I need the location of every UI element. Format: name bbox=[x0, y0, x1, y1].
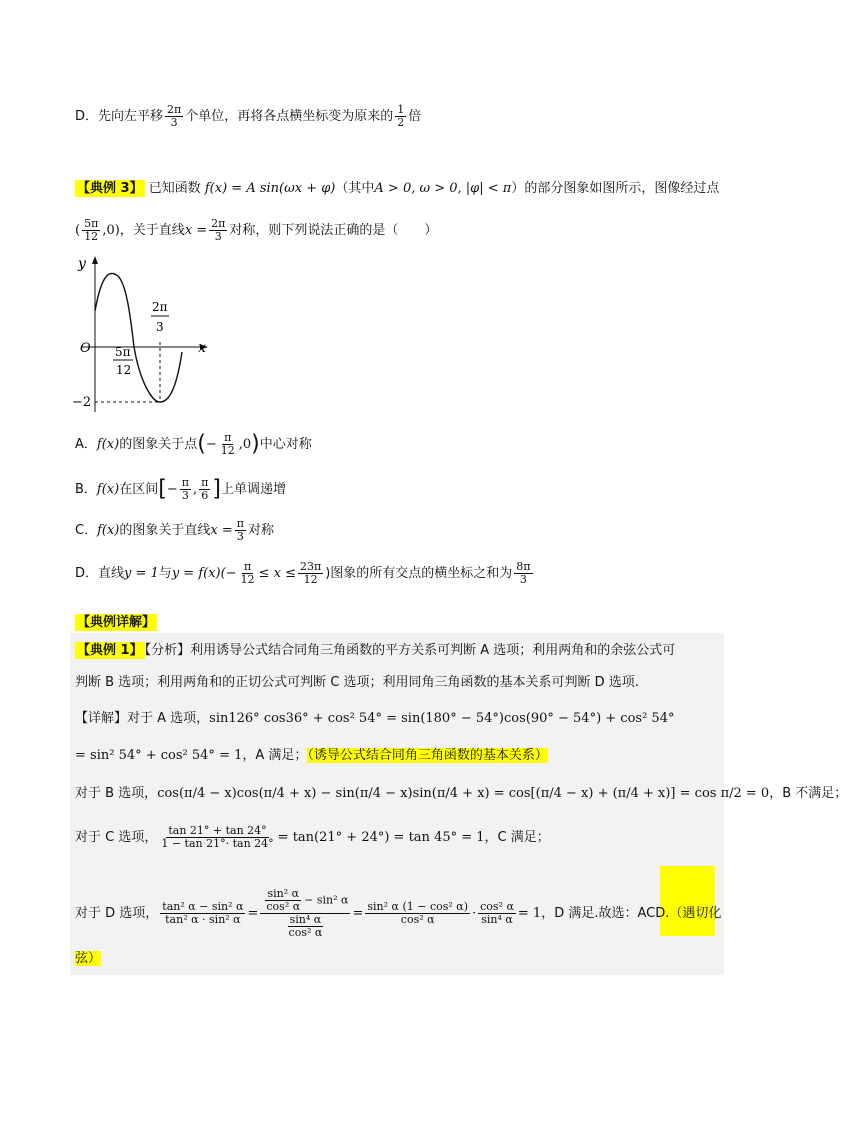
option-c-label: C． bbox=[75, 523, 98, 538]
fraction-den bbox=[283, 914, 329, 939]
sym-pre: ，关于直线 bbox=[119, 223, 185, 238]
fraction-num: π bbox=[201, 476, 209, 489]
option-d-eq1: y = 1 bbox=[124, 566, 159, 581]
fraction-den: tan² α · sin² α bbox=[165, 913, 241, 926]
tick2-den: 3 bbox=[156, 320, 164, 334]
fraction bbox=[82, 218, 100, 243]
fraction-den: 2 bbox=[397, 116, 405, 129]
point-open: ( bbox=[75, 223, 81, 238]
comma-zero: ,0 bbox=[238, 437, 252, 452]
sine-curve bbox=[95, 273, 182, 402]
sine-graph bbox=[70, 252, 220, 417]
fraction bbox=[235, 518, 246, 543]
detail-d-line bbox=[75, 888, 721, 939]
fraction-den: 3 bbox=[519, 573, 527, 586]
fraction-den: 3 bbox=[170, 116, 178, 129]
prev-option-d-mid: 个单位，再将各点横坐标变为原来的 bbox=[185, 109, 394, 124]
analysis-line2 bbox=[75, 672, 639, 694]
option-c-post: 对称 bbox=[247, 523, 274, 538]
left-paren: ( bbox=[197, 431, 206, 457]
example1-tag: 【典例 1】 bbox=[77, 643, 143, 658]
minus-sign: − bbox=[205, 437, 217, 452]
option-d-eq2: y = f(x)(− bbox=[171, 566, 237, 581]
tick1-num: 5π bbox=[115, 345, 131, 359]
detail-d-ok: ，D 满足.故选：ACD. bbox=[541, 906, 670, 921]
fraction-num: 2π bbox=[167, 103, 182, 116]
comma: , bbox=[192, 482, 198, 497]
right-paren: ) bbox=[251, 431, 260, 457]
fraction bbox=[264, 888, 302, 913]
fraction bbox=[219, 432, 237, 457]
fraction bbox=[287, 914, 325, 939]
option-d-label: D．直线 bbox=[75, 566, 125, 581]
fraction bbox=[514, 561, 532, 586]
option-c bbox=[75, 518, 274, 543]
detail-c-ok: ，C 满足； bbox=[484, 830, 550, 845]
y-axis-label: y bbox=[78, 256, 86, 272]
origin-label: O bbox=[80, 341, 91, 356]
fraction-den: 3 bbox=[181, 489, 189, 502]
fraction-den: 12 bbox=[240, 573, 255, 586]
detail-b-label: 对于 B 选项， bbox=[75, 786, 158, 801]
option-c-mid: 的图象关于直线 bbox=[119, 523, 211, 538]
sym-post: 对称，则下列说法正确的是（ ） bbox=[229, 223, 438, 238]
cond-close: ）的部分图象如图所示，图像经过点 bbox=[511, 181, 720, 196]
fraction-num: tan² α − sin² α bbox=[162, 900, 244, 913]
compound-fraction bbox=[260, 888, 350, 939]
detail-d-note-line bbox=[75, 948, 101, 970]
fraction bbox=[159, 825, 275, 850]
fraction bbox=[160, 901, 245, 926]
fraction-den: sin⁴ α bbox=[481, 913, 513, 926]
detail-a-line2 bbox=[75, 745, 548, 767]
fraction-num: sin² α bbox=[267, 887, 300, 900]
tick1-den: 12 bbox=[116, 363, 132, 377]
option-d-post: )图象的所有交点的横坐标之和为 bbox=[325, 566, 513, 581]
fraction-num: 23π bbox=[299, 560, 322, 573]
example-tag: 【典例 3】 bbox=[77, 181, 143, 196]
detail-label: 【详解】对于 A 选项， bbox=[75, 711, 210, 726]
option-b bbox=[75, 477, 286, 502]
left-bracket: [ bbox=[158, 476, 167, 502]
option-d-mid: 与 bbox=[158, 566, 172, 581]
option-c-func: f(x) bbox=[97, 523, 120, 538]
prev-option-d-suffix: 倍 bbox=[408, 109, 422, 124]
x-axis-label: x bbox=[198, 340, 206, 356]
detail-a-eq: sin126° cos36° + cos² 54° = sin(180° − 54°)cos(90° − 54°) + cos² 54° bbox=[209, 711, 675, 726]
prev-option-d-prefix: D．先向左平移 bbox=[75, 109, 164, 124]
option-a-func: f(x) bbox=[96, 437, 120, 452]
fraction-tail: − sin² α bbox=[304, 893, 349, 907]
detail-b-no: ，B 不满足； bbox=[769, 786, 847, 801]
fraction bbox=[209, 218, 227, 243]
fraction bbox=[395, 104, 406, 129]
detail-d-note-1: （遇切化 bbox=[669, 906, 722, 921]
detail-c-label: 对于 C 选项， bbox=[75, 830, 158, 845]
fraction-num: π bbox=[236, 517, 244, 530]
fraction-den: 1 − tan 21°· tan 24° bbox=[161, 837, 274, 850]
option-a-label: A． bbox=[75, 437, 97, 452]
fraction bbox=[165, 104, 183, 129]
detail-d-eq-end: = 1 bbox=[517, 906, 542, 921]
fraction bbox=[298, 561, 323, 586]
fraction-num: π bbox=[181, 476, 189, 489]
condition-expr: A > 0, ω > 0, |φ| < π bbox=[374, 181, 512, 196]
example-intro: 已知函数 bbox=[148, 181, 201, 196]
fraction bbox=[199, 477, 210, 502]
detail-b-line bbox=[75, 783, 847, 805]
dot-operator: · bbox=[472, 906, 477, 921]
fraction-num: sin² α (1 − cos² α) bbox=[367, 900, 468, 913]
fraction-num: tan 21° + tan 24° bbox=[168, 824, 267, 837]
fraction-num: 5π bbox=[84, 217, 99, 230]
fraction-den: 12 bbox=[84, 230, 99, 243]
minus-sign: − bbox=[166, 482, 178, 497]
option-d-le: ≤ x ≤ bbox=[258, 566, 296, 581]
fraction-den: cos² α bbox=[288, 926, 323, 939]
option-a-post: 中心对称 bbox=[259, 437, 312, 452]
detail-b-eq: cos(π/4 − x)cos(π/4 + x) − sin(π/4 − x)sin(π/4 + x) = cos[(π/4 − x) + (π/4 + x)] = cos π/2 = 0 bbox=[157, 786, 770, 801]
option-b-func: f(x) bbox=[96, 482, 120, 497]
detail-a-ok: ，A 满足； bbox=[242, 748, 308, 763]
detail-a-line1 bbox=[75, 708, 674, 730]
option-a-mid: 的图象关于点 bbox=[119, 437, 198, 452]
right-bracket: ] bbox=[212, 476, 221, 502]
fraction-num bbox=[260, 888, 350, 914]
sym-eq: x = bbox=[184, 223, 208, 238]
fraction bbox=[365, 901, 470, 926]
fraction-num: π bbox=[243, 560, 252, 573]
analysis-text-1: 【分析】利用诱导公式结合同角三角函数的平方关系可判断 A 选项；利用两角和的余弦公式可 bbox=[144, 643, 676, 658]
detail-d-label: 对于 D 选项， bbox=[75, 906, 159, 921]
example3-line1 bbox=[75, 178, 719, 200]
detail-header-tag: 【典例详解】 bbox=[77, 615, 156, 630]
option-b-label: B． bbox=[75, 482, 97, 497]
fraction-num: 8π bbox=[516, 560, 531, 573]
option-b-post: 上单调递增 bbox=[220, 482, 286, 497]
fraction-den: 12 bbox=[303, 573, 318, 586]
fraction bbox=[478, 901, 516, 926]
fraction-num: π bbox=[224, 431, 232, 444]
example3-line2 bbox=[75, 218, 437, 243]
fraction-den: cos² α bbox=[266, 900, 301, 913]
cond-open: （其中 bbox=[335, 181, 375, 196]
equals-sign: = bbox=[247, 906, 259, 921]
detail-c-line bbox=[75, 825, 550, 850]
fraction-den: 3 bbox=[214, 230, 222, 243]
fraction-den: 6 bbox=[201, 489, 209, 502]
fraction bbox=[180, 477, 191, 502]
min-label: −2 bbox=[72, 395, 92, 410]
detail-a-eq2: = sin² 54° + cos² 54° = 1 bbox=[75, 748, 243, 763]
tick2-num: 2π bbox=[152, 300, 168, 314]
fraction-den: 3 bbox=[236, 530, 244, 543]
option-a bbox=[75, 432, 312, 457]
detail-c-eq: = tan(21° + 24°) = tan 45° = 1 bbox=[277, 830, 485, 845]
fraction bbox=[239, 561, 257, 586]
fraction-num: 1 bbox=[397, 103, 405, 116]
detail-a-note: （诱导公式结合同角三角函数的基本关系） bbox=[307, 748, 548, 763]
fraction-den: 12 bbox=[220, 444, 235, 457]
fraction-num: sin⁴ α bbox=[289, 913, 322, 926]
prev-option-d bbox=[75, 104, 421, 129]
fraction-den: cos² α bbox=[400, 913, 435, 926]
fraction-num: cos² α bbox=[480, 900, 514, 913]
detail-d-note-2: 弦） bbox=[75, 951, 102, 966]
analysis-line1 bbox=[75, 640, 675, 662]
equals-sign: = bbox=[352, 906, 364, 921]
option-d bbox=[75, 561, 535, 586]
detail-header bbox=[75, 612, 157, 634]
point-rest: ,0) bbox=[102, 223, 120, 238]
option-c-eq: x = bbox=[210, 523, 233, 538]
analysis-text-2: 判断 B 选项；利用两角和的正切公式可判断 C 选项；利用同角三角函数的基本关系可判断 D 选项. bbox=[75, 675, 639, 690]
fraction-num: 2π bbox=[211, 217, 226, 230]
function-expr: f(x) = A sin(ωx + φ) bbox=[204, 181, 336, 196]
option-b-mid: 在区间 bbox=[119, 482, 159, 497]
